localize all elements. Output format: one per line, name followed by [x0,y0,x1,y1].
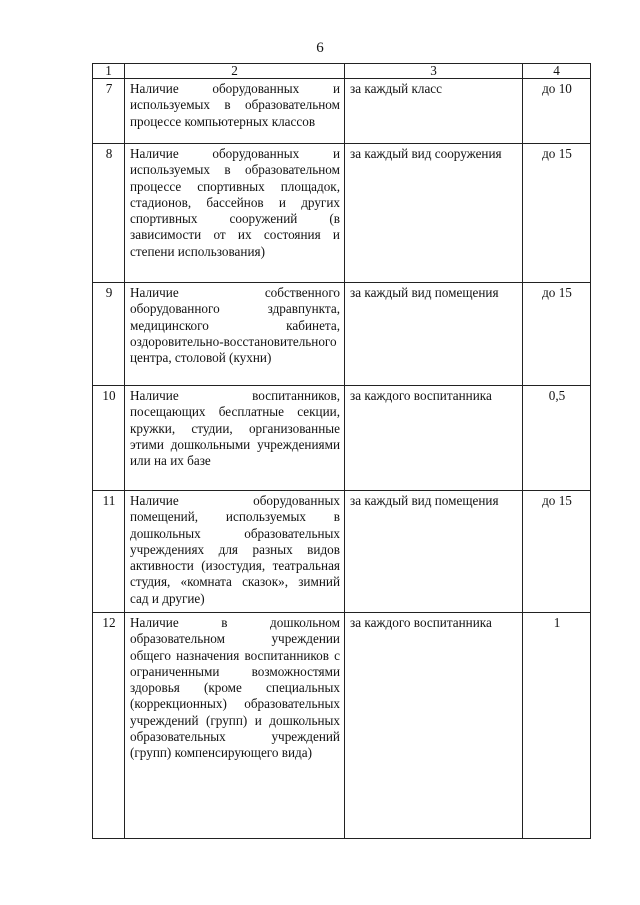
page-number: 6 [316,40,324,56]
points-value: до 15 [523,144,591,283]
header-cell: 2 [125,64,345,79]
table-row [93,613,591,839]
criterion-text: Наличие оборудованных и используемых в образовательном процессе компьютерных классов [125,79,345,144]
unit-text: за каждый вид сооружения [345,144,523,283]
criteria-table [92,63,591,839]
criterion-text: Наличие оборудованных и используемых в образовательном процессе спортивных площадок, стадионов, бассейнов и других спортивных сооружений (в зависимости от их состояния и степени использования) [125,144,345,283]
row-number: 9 [93,283,125,386]
table-row [93,283,591,386]
criterion-text: Наличие воспитанников, посещающих бесплатные секции, кружки, студии, организованные этими дошкольными учреждениями или на их базе [125,386,345,491]
unit-text: за каждый вид помещения [345,491,523,613]
points-value: до 15 [523,491,591,613]
table-row [93,144,591,283]
points-value: до 10 [523,79,591,144]
table-row [93,79,591,144]
unit-text: за каждый класс [345,79,523,144]
unit-text: за каждый вид помещения [345,283,523,386]
points-value: 1 [523,613,591,839]
table-row [93,386,591,491]
header-cell: 3 [345,64,523,79]
points-value: до 15 [523,283,591,386]
row-number: 7 [93,79,125,144]
unit-text: за каждого воспитанника [345,613,523,839]
row-number: 11 [93,491,125,613]
criterion-text: Наличие оборудованных помещений, используемых в дошкольных образовательных учреждениях для разных видов активности (изостудия, театральная студия, «комната сказок», зимний сад и другие) [125,491,345,613]
header-cell: 4 [523,64,591,79]
unit-text: за каждого воспитанника [345,386,523,491]
row-number: 8 [93,144,125,283]
row-number: 12 [93,613,125,839]
table-header-row [93,64,591,79]
points-value: 0,5 [523,386,591,491]
header-cell: 1 [93,64,125,79]
table-row [93,491,591,613]
row-number: 10 [93,386,125,491]
criterion-text: Наличие собственного оборудованного здравпункта, медицинского кабинета, оздоровительно-восстановительного центра, столовой (кухни) [125,283,345,386]
criterion-text: Наличие в дошкольном образовательном учреждении общего назначения воспитанников с ограниченными возможностями здоровья (кроме специальных (коррекционных) образовательных учреждений (групп) и дошкольных образовательных учреждений (групп) компенсирующего вида) [125,613,345,839]
